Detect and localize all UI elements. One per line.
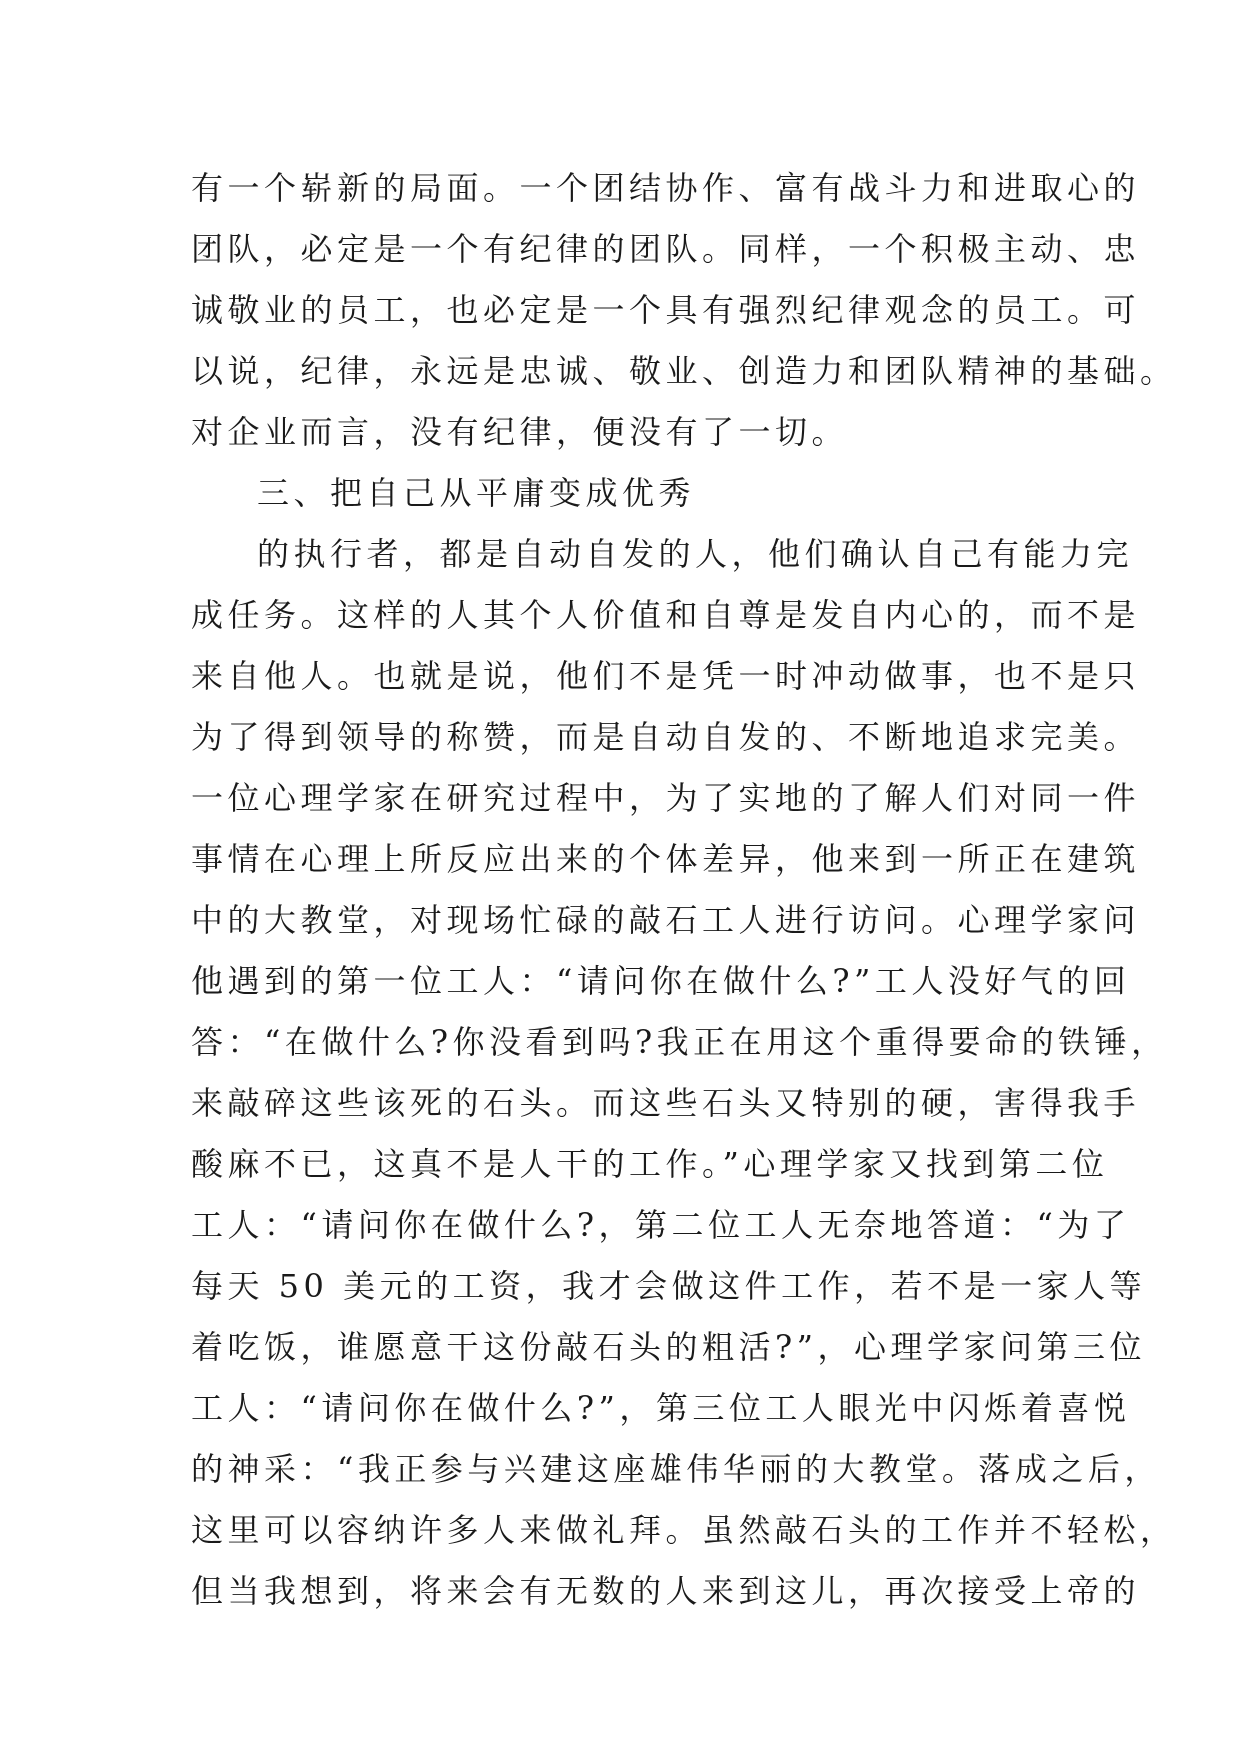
text-line: 来敲碎这些该死的石头。而这些石头又特别的硬，害得我手 — [191, 1084, 1141, 1122]
body-text — [191, 158, 1177, 1622]
text-line: 着吃饭，谁愿意干这份敲石头的粗活?”，心理学家问第三位 — [191, 1328, 1147, 1366]
text-line: 工人：“请问你在做什么?，第二位工人无奈地答道：“为了 — [191, 1206, 1131, 1244]
text-line: 的执行者，都是自动自发的人，他们确认自己有能力完 — [257, 535, 1134, 573]
text-line: 酸麻不已，这真不是人干的工作。”心理学家又找到第二位 — [191, 1145, 1109, 1183]
text-line: 为了得到领导的称赞，而是自动自发的、不断地追求完美。 — [191, 718, 1141, 756]
text-line: 来自他人。也就是说，他们不是凭一时冲动做事，也不是只 — [191, 657, 1141, 695]
text-line: 诚敬业的员工，也必定是一个具有强烈纪律观念的员工。可 — [191, 291, 1141, 329]
text-line: 每天 50 美元的工资，我才会做这件工作，若不是一家人等 — [191, 1267, 1147, 1305]
text-line: 成任务。这样的人其个人价值和自尊是发自内心的，而不是 — [191, 596, 1141, 634]
text-line: 这里可以容纳许多人来做礼拜。虽然敲石头的工作并不轻松， — [191, 1511, 1177, 1549]
text-line: 的神采：“我正参与兴建这座雄伟华丽的大教堂。落成之后， — [191, 1450, 1161, 1488]
text-line: 团队，必定是一个有纪律的团队。同样，一个积极主动、忠 — [191, 230, 1141, 268]
text-line: 一位心理学家在研究过程中，为了实地的了解人们对同一件 — [191, 779, 1141, 817]
text-line: 他遇到的第一位工人：“请问你在做什么?”工人没好气的回 — [191, 962, 1131, 1000]
text-line: 中的大教堂，对现场忙碌的敲石工人进行访问。心理学家问 — [191, 901, 1141, 939]
text-line: 答：“在做什么?你没看到吗?我正在用这个重得要命的铁锤， — [191, 1023, 1168, 1061]
text-line: 事情在心理上所反应出来的个体差异，他来到一所正在建筑 — [191, 840, 1141, 878]
text-line: 工人：“请问你在做什么?”，第三位工人眼光中闪烁着喜悦 — [191, 1389, 1131, 1427]
text-line: 有一个崭新的局面。一个团结协作、富有战斗力和进取心的 — [191, 169, 1141, 207]
text-line: 对企业而言，没有纪律，便没有了一切。 — [191, 413, 849, 451]
text-line: 但当我想到，将来会有无数的人来到这儿，再次接受上帝的 — [191, 1572, 1141, 1610]
section-heading: 三、把自己从平庸变成优秀 — [257, 474, 696, 512]
text-line: 以说，纪律，永远是忠诚、敬业、创造力和团队精神的基础。 — [191, 352, 1177, 390]
